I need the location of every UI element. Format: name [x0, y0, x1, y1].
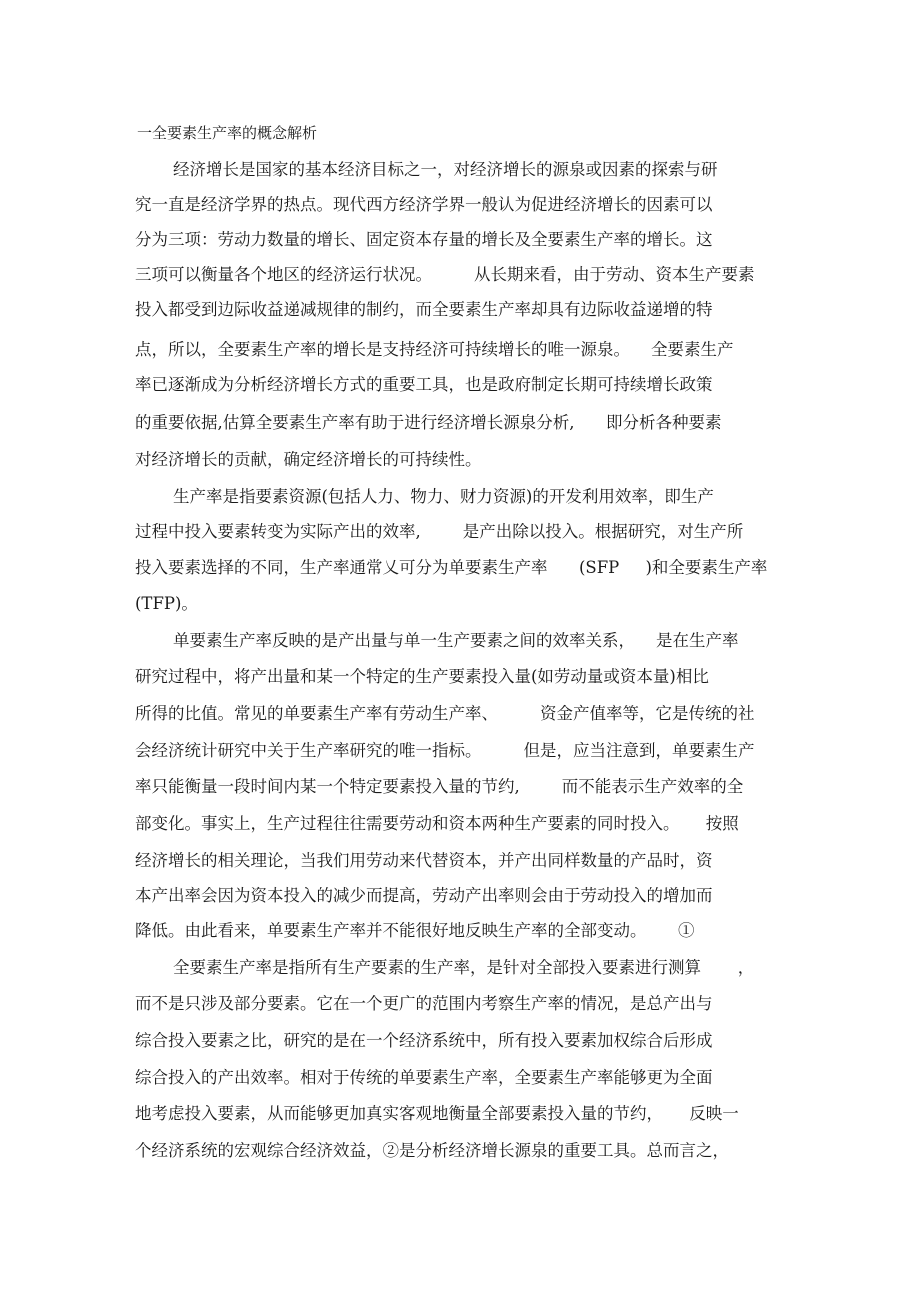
text-line: 本产出率会因为资本投入的减少而提高，劳动产出率则会由于劳动投入的增加而 — [135, 886, 713, 905]
text-line: 投入要素选择的不同，生产率通常乂可分为单要素生产率 (SFP )和全要素生产率 — [135, 558, 768, 577]
text-line: 投入都受到边际收益递减规律的制约，而全要素生产率却具有边际收益递增的特 — [135, 300, 713, 319]
text-line: 综合投入的产出效率。相对于传统的单要素生产率，全要素生产率能够更为全面 — [135, 1068, 713, 1087]
text-line: 全要素生产率是指所有生产要素的生产率，是针对全部投入要素进行测算 ， — [173, 958, 755, 977]
text-line: 经济增长的相关理论，当我们用劳动来代替资本，并产出同样数量的产品时，资 — [135, 851, 713, 870]
text-line: 对经济增长的贡献，确定经济增长的可持续性。 — [135, 450, 482, 469]
text-line: 所得的比值。常见的单要素生产率有劳动生产率、 资金产值率等，它是传统的社 — [135, 704, 755, 723]
text-line: 经济增长是国家的基本经济目标之一，对经济增长的源泉或因素的探索与研 — [173, 160, 718, 179]
text-line: 率只能衡量一段时间内某一个特定要素投入量的节约, 而不能表示生产效率的全 — [135, 777, 744, 796]
text-line: 个经济系统的宏观综合经济效益，②是分析经济增长源泉的重要工具。总而言之， — [135, 1141, 729, 1160]
text-line: 部变化。事实上，生产过程往往需要劳动和资本两种生产要素的同时投入。 按照 — [135, 814, 739, 833]
text-line: 过程中投入要素转变为实际产出的效率, 是产出除以投入。根据研究，对生产所 — [135, 522, 744, 541]
text-line: 而不是只涉及部分要素。它在一个更广的范围内考察生产率的情况，是总产出与 — [135, 994, 713, 1013]
text-line: 综合投入要素之比，研究的是在一个经济系统中，所有投入要素加权综合后形成 — [135, 1031, 713, 1050]
text-line: 降低。由此看来，单要素生产率并不能很好地反映生产率的全部变动。 ① — [135, 921, 695, 940]
text-line: 研究过程中，将产出量和某一个特定的生产要素投入量(如劳动量或资本量)相比 — [135, 667, 709, 686]
text-line: 率已逐渐成为分析经济增长方式的重要工具，也是政府制定长期可持续增长政策 — [135, 375, 713, 394]
text-line: 究一直是经济学界的热点。现代西方经济学界一般认为促进经济增长的因素可以 — [135, 195, 713, 214]
text-line: 三项可以衡量各个地区的经济运行状况。 从长期来看，由于劳动、资本生产要素 — [135, 265, 755, 284]
text-line: 会经济统计研究中关于生产率研究的唯一指标。 但是，应当注意到，单要素生产 — [135, 741, 755, 760]
text-line: 生产率是指要素资源(包括人力、物力、财力资源)的开发利用效率，即生产 — [173, 487, 714, 506]
text-line: 单要素生产率反映的是产出量与单一生产要素之间的效率关系， 是在生产率 — [173, 631, 739, 650]
text-line: 分为三项：劳动力数量的增长、固定资本存量的增长及全要素生产率的增长。这 — [135, 230, 713, 249]
text-line: 的重要依据,估算全要素生产率有助于进行经济增长源泉分析, 即分析各种要素 — [135, 413, 722, 432]
text-line: 地考虑投入要素，从而能够更加真实客观地衡量全部要素投入量的节约， 反映一 — [135, 1104, 739, 1123]
section-heading: 一全要素生产率的概念解析 — [137, 124, 318, 142]
text-line: 点，所以，全要素生产率的增长是支持经济可持续增长的唯一源泉。 全要素生产 — [135, 340, 734, 359]
text-line: (TFP)。 — [135, 594, 198, 613]
